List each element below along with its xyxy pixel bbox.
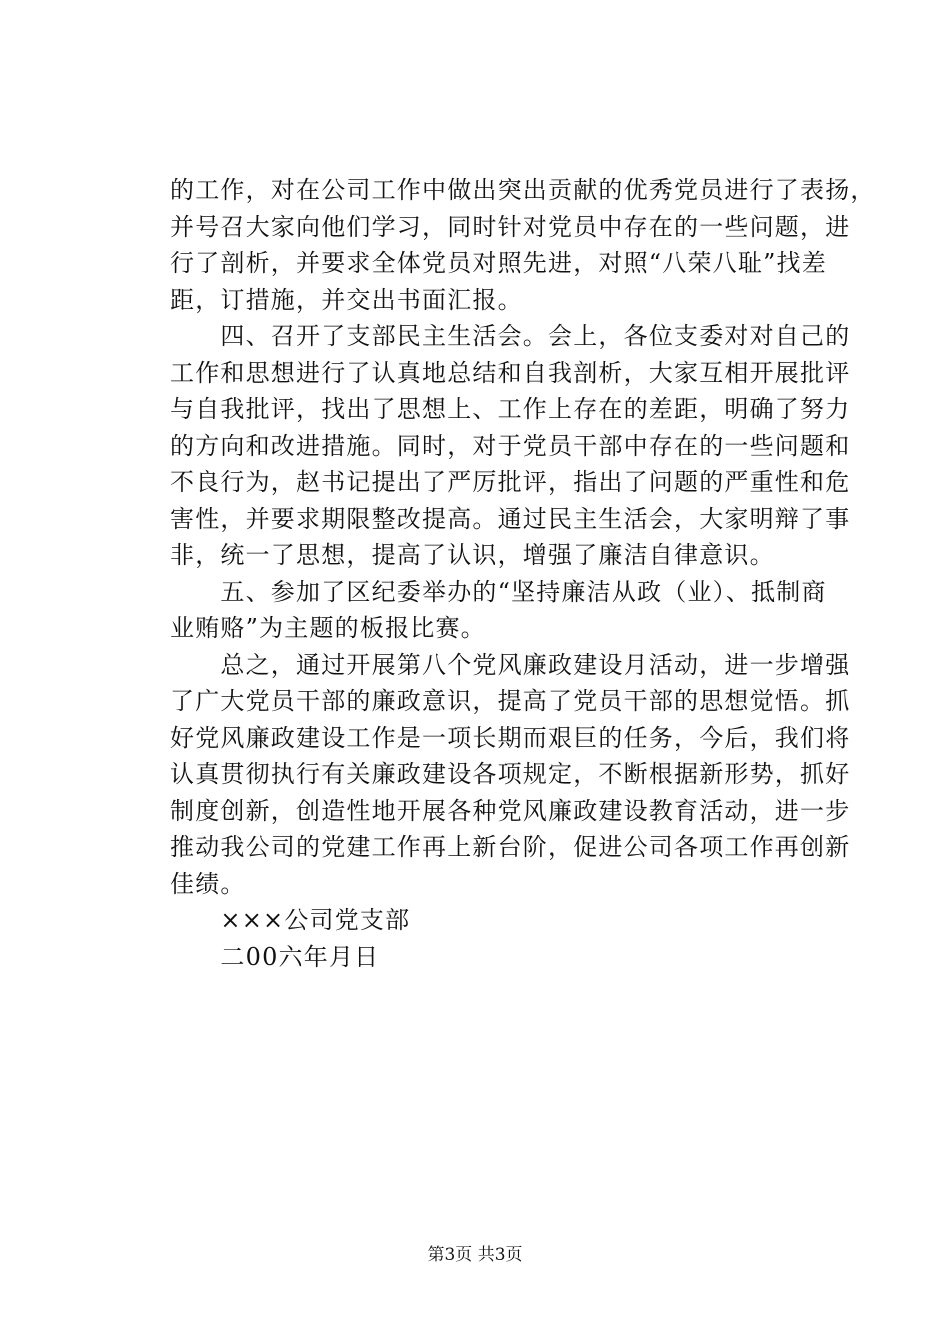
signature-organization: ×××公司党支部 (170, 906, 411, 934)
paragraph-four-start: 四、召开了支部民主生活会。会上，各位支委对对自己的 (170, 322, 851, 350)
text-line: 不良行为，赵书记提出了严厉批评，指出了问题的严重性和危 (170, 468, 851, 496)
text-line: 工作和思想进行了认真地总结和自我剖析，大家互相开展批评 (170, 358, 851, 387)
text-line: 害性，并要求期限整改提高。通过民主生活会，大家明辩了事 (170, 504, 851, 533)
text-line: 的工作，对在公司工作中做出突出贡献的优秀党员进行了表扬， (170, 176, 876, 204)
text-line: 与自我批评，找出了思想上、工作上存在的差距，明确了努力 (170, 395, 851, 423)
text-line: 推动我公司的党建工作再上新台阶，促进公司各项工作再创新 (170, 833, 851, 861)
text-line: 的方向和改进措施。同时，对于党员干部中存在的一些问题和 (170, 431, 851, 460)
summary-paragraph-start: 总之，通过开展第八个党风廉政建设月活动，进一步增强 (170, 650, 851, 679)
page-footer: 第3页 共3页 (427, 1245, 523, 1265)
text-line: 制度创新，创造性地开展各种党风廉政建设教育活动，进一步 (170, 796, 851, 825)
document-body (170, 172, 876, 975)
text-line: 了广大党员干部的廉政意识，提高了党员干部的思想觉悟。抓 (170, 687, 851, 715)
text-line: 佳绩。 (170, 869, 246, 898)
signature-date: 二00六年月日 (170, 942, 380, 971)
paragraph-five-start: 五、参加了区纪委举办的“坚持廉洁从政（业）、抵制商 (170, 577, 827, 606)
text-line: 非，统一了思想，提高了认识，增强了廉洁自律意识。 (170, 541, 775, 569)
text-line: 行了剖析，并要求全体党员对照先进，对照“八荣八耻”找差 (170, 249, 827, 277)
text-line: 好党风廉政建设工作是一项长期而艰巨的任务，今后，我们将 (170, 723, 851, 752)
text-line: 距，订措施，并交出书面汇报。 (170, 285, 523, 314)
text-line: 业贿赂”为主题的板报比赛。 (170, 614, 486, 642)
text-line: 并号召大家向他们学习，同时针对党员中存在的一些问题，进 (170, 212, 851, 241)
text-line: 认真贯彻执行有关廉政建设各项规定，不断根据新形势，抓好 (170, 760, 851, 788)
